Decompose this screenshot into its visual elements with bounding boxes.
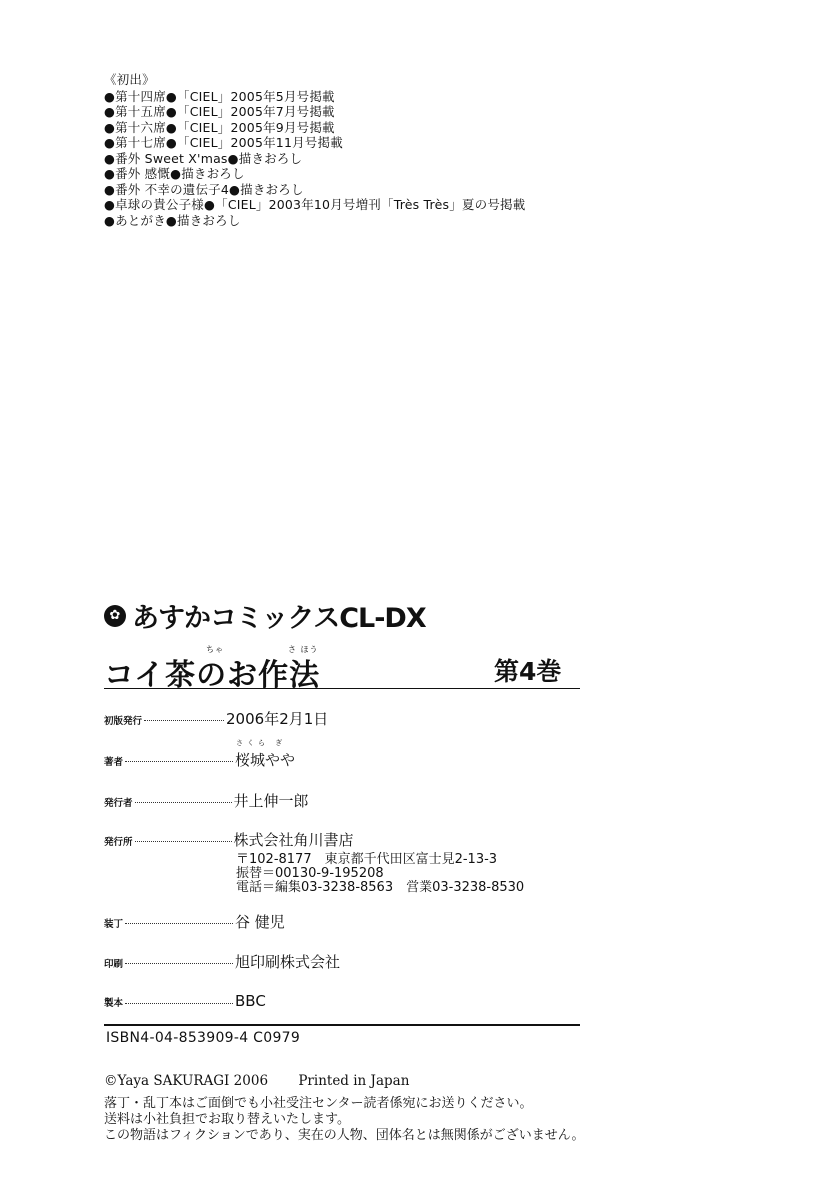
- first-appearance-item: ●番外 不幸の遺伝子4●描きおろし: [104, 181, 304, 197]
- series-name: あすかコミックスCL-DX: [132, 603, 426, 634]
- binding-design-row: [104, 911, 285, 932]
- first-edition-row: [104, 708, 328, 729]
- publisher-transfer-account: 振替＝00130-9-195208: [236, 866, 384, 881]
- book-title: コイ茶のお作法: [104, 658, 321, 693]
- bookbinding-row: [104, 992, 266, 1010]
- first-appearance-item: ●第十六席●「CIEL」2005年9月号掲載: [104, 119, 335, 135]
- publisher-phone: 電話＝編集03-3238-8563 営業03-3238-8530: [236, 880, 525, 895]
- author-row: [104, 749, 295, 770]
- copyright-text: ©Yaya SAKURAGI 2006: [104, 1073, 269, 1089]
- printing-row: [104, 951, 340, 972]
- printing-value: 旭印刷株式会社: [235, 953, 341, 971]
- publisher-row: [104, 829, 354, 850]
- notice-line: この物語はフィクションであり、実在の人物、団体名とは無関係がございません。: [104, 1128, 585, 1143]
- first-appearance-item: ●あとがき●描きおろし: [104, 212, 241, 228]
- isbn-code: ISBN4-04-853909-4 C0979: [106, 1030, 301, 1046]
- first-appearance-item: ●第十五席●「CIEL」2005年7月号掲載: [104, 104, 335, 119]
- author-label: 著者: [104, 757, 124, 768]
- leader-dots: [125, 923, 233, 924]
- first-appearance-item: ●第十七席●「CIEL」2005年11月号掲載: [104, 135, 343, 150]
- first-appearance-item: ●卓球の貴公子様●「CIEL」2003年10月号増刊「Très Très」夏の号掲載: [104, 197, 526, 212]
- series-logo: [104, 596, 426, 635]
- publisher-label: 発行所: [104, 837, 133, 848]
- isbn-divider: [104, 1024, 580, 1026]
- leader-dots: [125, 963, 233, 964]
- printing-label: 印刷: [104, 959, 124, 970]
- publisher-address: 〒102-8177 東京都千代田区富士見2-13-3: [236, 852, 498, 867]
- leader-dots: [135, 841, 232, 842]
- leader-dots: [135, 802, 232, 803]
- notice-line: 落丁・乱丁本はご面倒でも小社受注センター読者係宛にお送りください。: [104, 1096, 533, 1111]
- bookbinding-value: BBC: [235, 992, 266, 1010]
- publisher-emblem-icon: ✿: [104, 605, 126, 627]
- title-divider: [104, 688, 580, 689]
- binding-design-label: 装丁: [104, 919, 124, 930]
- first-appearance-heading: 《初出》: [104, 72, 155, 87]
- author-value: 桜城やや: [235, 751, 296, 769]
- publisher-person-value: 井上伸一郎: [233, 792, 309, 810]
- publisher-person-row: [104, 790, 309, 811]
- notice-line: 送料は小社負担でお取り替えいたします。: [104, 1112, 350, 1127]
- bookbinding-label: 製本: [104, 998, 124, 1009]
- author-ruby: さくら ぎ: [236, 739, 287, 747]
- title-ruby-cha: ちゃ: [206, 645, 224, 654]
- leader-dots: [144, 720, 224, 721]
- copyright-line: [104, 1073, 409, 1089]
- printed-in-text: Printed in Japan: [298, 1073, 410, 1089]
- first-appearance-list: [104, 72, 525, 228]
- first-appearance-item: ●第十四席●「CIEL」2005年5月号掲載: [104, 88, 335, 104]
- publisher-person-label: 発行者: [104, 798, 133, 809]
- title-ruby-sahou: さ ほう: [288, 645, 319, 654]
- first-appearance-item: ●番外 感慨●描きおろし: [104, 166, 245, 181]
- volume-number: 第4巻: [494, 657, 562, 686]
- binding-design-value: 谷 健児: [235, 913, 285, 931]
- first-appearance-item: ●番外 Sweet X'mas●描きおろし: [104, 150, 303, 166]
- leader-dots: [125, 761, 233, 762]
- publisher-value: 株式会社角川書店: [233, 831, 354, 849]
- first-edition-label: 初版発行: [104, 716, 143, 727]
- leader-dots: [125, 1003, 233, 1004]
- first-edition-value: 2006年2月1日: [226, 710, 329, 728]
